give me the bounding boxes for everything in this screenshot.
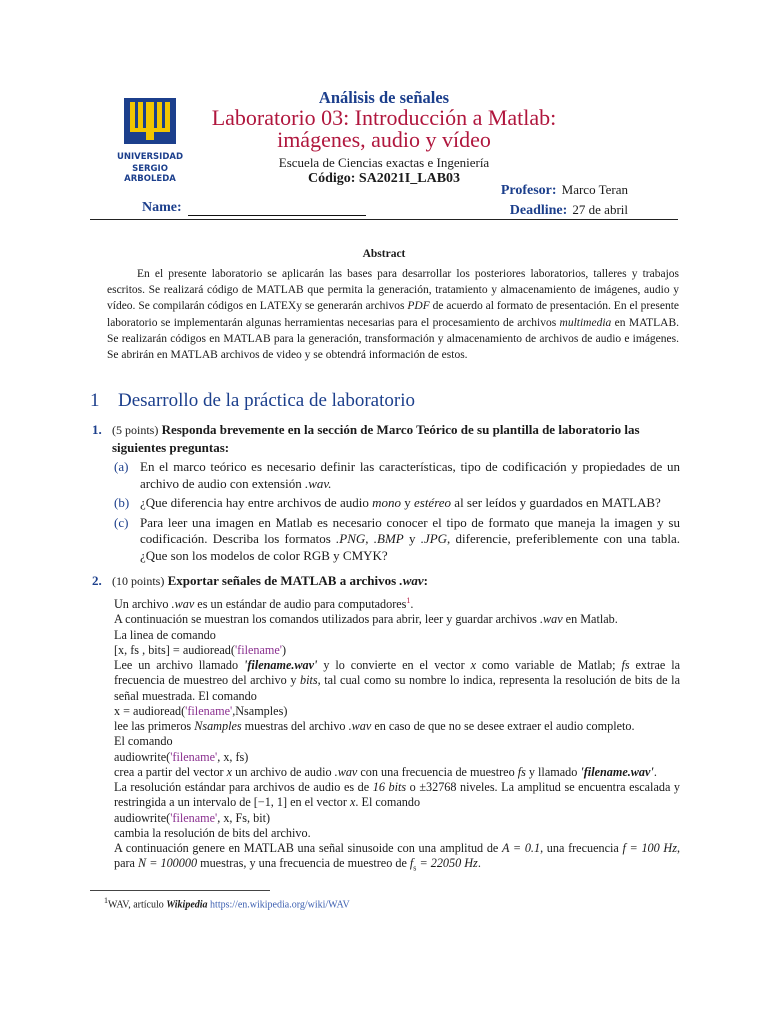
q2-l10-mid2: , para [114,841,681,871]
q1-c-label: (c) [114,514,129,530]
q2-l8-pre: La resolución estándar para archivos de audio es de [114,780,373,795]
q1-item-c [92,515,680,565]
q2-line-6: El comando [114,734,173,749]
course-code: Código: SA2021I_LAB03 [307,171,461,186]
q2-line-10 [114,841,680,876]
footnote [104,895,350,911]
footnote-ref-link[interactable]: 1 [406,596,411,605]
lab-title-line-2: imágenes, audio y vídeo [277,127,491,152]
header-divider [90,219,678,220]
cmd4-pre: audiowrite( [114,810,171,825]
q2-l1-end: . [410,597,414,612]
q2-l4-fs: fs [621,658,630,673]
command-audioread-2 [114,704,680,719]
footnote-text: WAV, artículo [108,899,167,911]
section-number: 1 [90,390,100,411]
question-1 [92,421,680,564]
q2-line-1 [114,593,680,612]
q1-number: 1. [92,422,102,437]
university-crest-icon [120,96,180,146]
abstract-body [107,266,679,363]
cmd1-pre: [x, fs , bits] = audioread( [114,642,235,657]
q2-l10-post: . [477,856,481,871]
q2-l7-fs: fs [517,764,526,779]
cmd3-pre: audiowrite( [114,749,171,764]
abstract-multimedia: multimedia [559,316,612,329]
profesor-label: Profesor: [500,183,557,198]
q2-l10-fs-sub: s [413,863,417,873]
q2-l4-post: , tal cual como su nombre lo indica, representa la resolución de bits de la señal muestrada. El comando [114,673,680,703]
q2-l1-post: es un estándar de audio para computadores [194,597,407,612]
profesor-value: Marco Teran [561,182,628,197]
q2-title-ext: .wav [399,573,424,588]
q1-b-text-1: ¿Que diferencia hay entre archivos de audio [140,495,373,510]
course-name: Análisis de señales [318,88,450,107]
deadline-label: Deadline: [509,203,568,218]
q2-l4-bits: bits [300,673,318,688]
q2-l10-mid: , una frecuencia [540,841,623,856]
q2-l7-pre: crea a partir del vector [114,764,227,779]
command-audiowrite-2 [114,811,680,826]
lab-title-line-1: Laboratorio 03: Introducción a Matlab: [211,105,557,130]
q1-a-label: (a) [114,459,129,474]
q1-c-text-1: Para leer una imagen en Matlab es necesario conocer el tipo de formato que maneja la imagen y su codificación. Describa los formatos [140,514,680,546]
q2-title [168,573,428,588]
q2-l7-mid3: y llamado [525,764,581,779]
q2-l10-amplitude: A = 0.1 [502,841,541,856]
cmd3-string: 'filename' [170,749,218,764]
q2-points: (10 points) [112,574,165,588]
footnote-mark: 1 [104,896,108,905]
q1-c-sep-1: , [365,531,374,546]
cmd2-pre: x = audioread( [114,703,186,718]
q2-line-5 [114,719,680,734]
university-logo [108,96,192,184]
q2-l5-post: en caso de que no se desee extraer el audio completo. [371,719,635,734]
q1-c-png: .PNG [336,531,366,546]
q2-line-9: cambia la resolución de bits del archivo. [114,825,311,840]
logo-line-1: UNIVERSIDAD [116,152,184,162]
q1-a-ext: .wav. [304,475,332,491]
q2-l4-x: x [470,658,477,673]
name-label: Name: [142,200,182,215]
q2-l8-x: x [350,795,356,810]
q2-l10-frequency: f = 100 Hz [622,841,677,856]
name-blank-line [188,201,366,216]
q2-number: 2. [92,573,102,588]
cmd4-post: , x, Fs, bit) [217,810,271,825]
section-heading [90,390,415,412]
q1-title: Responda brevemente en la sección de Marco Teórico de su plantilla de laboratorio las siguientes preguntas: [112,422,640,455]
q2-body [114,593,680,876]
q2-l4-mid: y lo convierte en el vector [317,658,471,673]
footnote-wikipedia: Wikipedia [166,899,208,911]
q2-title-text: Exportar señales de MATLAB a archivos [167,573,400,588]
q2-l8-mid: o [406,780,420,795]
logo-line-2: SERGIO ARBOLEDA [124,164,176,184]
q2-line-7 [114,765,680,780]
command-audioread-1 [114,643,680,658]
q2-l10-pre: A continuación genere en MATLAB una señal sinusoide con una amplitud de [114,841,503,856]
q2-l5-nsamples: Nsamples [194,719,242,734]
q2-l5-pre: lee las primeros [114,719,195,734]
q2-line-2 [114,612,680,627]
q1-c-sep-2: y [403,531,421,546]
q2-title-colon: : [423,573,428,588]
q2-l8-mid3: en el vector [287,795,350,810]
q2-l5-mid: muestras del archivo [241,719,349,734]
cmd2-post: ,Nsamples) [232,703,288,718]
q2-line-4 [114,658,680,704]
cmd2-string: 'filename' [185,703,233,718]
abstract-title: Abstract [362,248,406,260]
q1-b-label: (b) [114,495,130,510]
q1-item-b [92,495,680,512]
q2-l8-bits: 16 bits [372,780,407,795]
q2-l4-mid2: como variable de Matlab; [476,658,622,673]
q2-line-3: La linea de comando [114,627,216,642]
q1-points: (5 points) [112,423,159,437]
document-header [200,88,568,187]
abstract-pdf: PDF [407,300,430,313]
q2-line-8 [114,780,680,811]
q2-l10-fs: f [409,856,414,871]
question-2 [92,572,680,590]
q2-l1-pre: Un archivo [114,597,172,612]
abstract-text-2: y se generarán archivos [296,300,408,313]
q2-l2-post: en Matlab. [562,612,618,627]
q1-c-jpg: .JPG [420,531,448,546]
q1-item-a [92,459,680,492]
q2-l5-ext: .wav [348,719,372,734]
school-name: Escuela de Ciencias exactas e Ingeniería [278,155,490,170]
q1-c-bmp: .BMP [373,531,404,546]
q1-b-estereo: estéreo [413,495,452,510]
q2-l2-ext: .wav [539,612,563,627]
q2-l2-pre: A continuación se muestran los comandos utilizados para abrir, leer y guardar archivos [114,612,540,627]
q2-l4-mid3: extrae la frecuencia de muestreo del archivo y [114,658,681,688]
q1-b-y: y [400,495,414,510]
q1-b-text-2: al ser leídos y guardados en MATLAB? [451,495,661,510]
q2-l7-mid: un archivo de audio [232,764,335,779]
q2-l7-file: 'filename.wav' [580,764,654,779]
cmd1-string: 'filename' [234,642,282,657]
q2-l4-pre: Lee un archivo llamado [114,658,244,673]
q2-l8-mid2: niveles. La amplitud se encuentra escalada y restringida a un intervalo de [114,780,681,810]
q2-l7-post: . [653,764,657,779]
q2-l8-post: . El comando [355,795,421,810]
abstract-text-3: de acuerdo al formato de presentación. En el presente laboratorio se implementarán algunas herramientas necesarias para el procesamiento de archivos [107,300,679,329]
section-title: Desarrollo de la práctica de laboratorio [118,390,415,411]
q2-l1-ext: .wav [171,597,195,612]
abstract-text-4: en MATLAB. Se realizarán códigos en MATLAB para la generación, transformación y almacenamiento de archivos de audio e imágenes. Se abrirán en MATLAB archivos de video y se obtendrá información de estos. [107,316,679,362]
q1-c-text-2: , diferencie, preferiblemente con una tabla. ¿Que son los modelos de color RGB y CMYK? [140,531,681,563]
command-audiowrite-1 [114,750,680,765]
q1-a-text: En el marco teórico es necesario definir las características, tipo de codificación y propiedades de un archivo de audio con extensión [140,459,680,491]
name-field-row [142,196,366,216]
q2-l4-file: 'filename.wav' [243,658,318,673]
cmd4-string: 'filename' [170,810,218,825]
q2-l7-x: x [226,764,233,779]
latex-logo: LATEX [259,300,297,313]
q2-l7-mid2: con una frecuencia de muestreo [357,764,518,779]
profesor-deadline-block [501,180,628,220]
q2-l10-fs-val: = 22050 Hz [416,856,478,871]
footnote-url-link[interactable]: https://en.wikipedia.org/wiki/WAV [210,899,350,911]
footnote-rule [90,890,270,891]
q2-l8-interval: [−1, 1] [253,795,288,810]
cmd3-post: , x, fs) [217,749,249,764]
abstract-text-1: En el presente laboratorio se aplicarán las bases para desarrollar los posteriores laboratorios, talleres y trabajos escritos. Se realizará código de MATLAB que permita la generación, tratamiento y almacenamiento de imágenes, audio y vídeo. Se compilarán códigos en [107,268,679,313]
q2-l10-mid3: muestras, y una frecuencia de muestreo de [197,856,410,871]
q2-l10-samples: N = 100000 [138,856,198,871]
q2-l7-ext: .wav [334,764,358,779]
q1-b-mono: mono [372,495,401,510]
deadline-value: 27 de abril [572,202,628,217]
q2-l8-pm: ±32768 [419,780,457,795]
cmd1-post: ) [281,642,287,657]
